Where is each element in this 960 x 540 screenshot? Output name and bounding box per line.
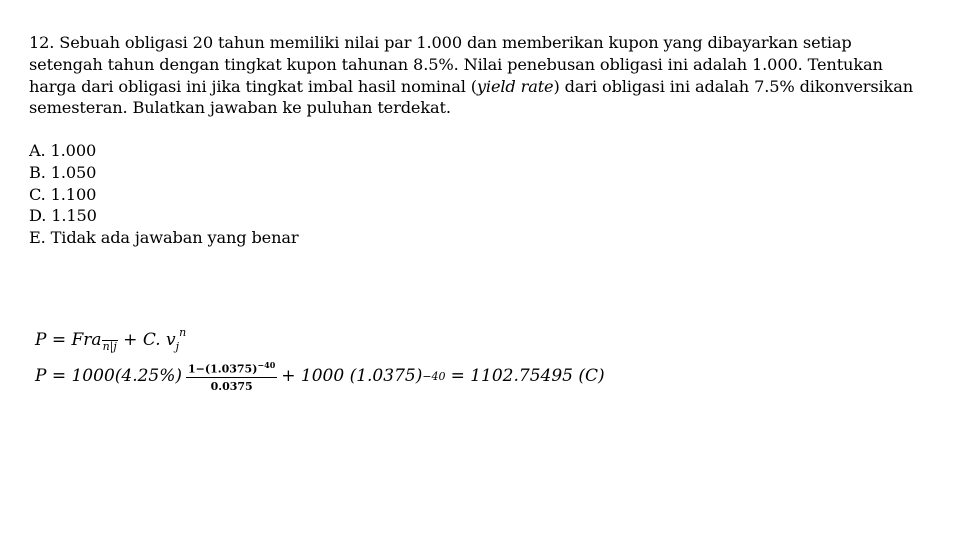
yield-rate-term: yield rate <box>476 76 554 96</box>
option-e: E. Tidak ada jawaban yang benar <box>29 228 299 248</box>
formula-computation-lhs: P = 1000(4.25%) <box>35 366 183 387</box>
formula-general-lhs: P = Fra <box>35 330 102 350</box>
v-subscript: j <box>175 340 180 353</box>
option-b: B. 1.050 <box>29 162 97 182</box>
formula-computation <box>35 360 605 393</box>
formula-general-mid: + C. v <box>117 330 176 350</box>
fraction-numerator-exp: −40 <box>257 360 276 370</box>
question-text-part1: 12. Sebuah obligasi 20 tahun memiliki nilai par 1.000 dan memberikan kupon yang dibayarkan setiap setengah tahun dengan tingkat kupon tahunan 8.5%. Nilai penebusan obligasi ini adalah 1.000. Tentukan harga dari obligasi ini jika tingkat imbal hasil nominal ( <box>29 33 883 96</box>
v-superscript: n <box>179 326 187 339</box>
formula-general <box>35 326 186 353</box>
answer-options <box>29 140 298 249</box>
fraction-numerator: 1−(1.0375) <box>188 362 258 376</box>
question-text <box>29 32 929 119</box>
annuity-subscript: n|j <box>102 340 117 353</box>
option-c: C. 1.100 <box>29 184 97 204</box>
annuity-fraction <box>186 360 277 393</box>
option-d: D. 1.150 <box>29 206 97 226</box>
option-a: A. 1.000 <box>29 141 97 160</box>
discount-exponent: −40 <box>422 369 446 383</box>
fraction-denominator: 0.0375 <box>210 379 253 393</box>
question-text-part2: ) dari obligasi ini adalah 7.5% dikonversikan semesteran. Bulatkan jawaban ke puluhan terdekat. <box>29 76 913 118</box>
formula-computation-result: = 1102.75495 (C) <box>450 366 605 387</box>
formula-computation-mid: + 1000 (1.0375) <box>281 366 423 387</box>
